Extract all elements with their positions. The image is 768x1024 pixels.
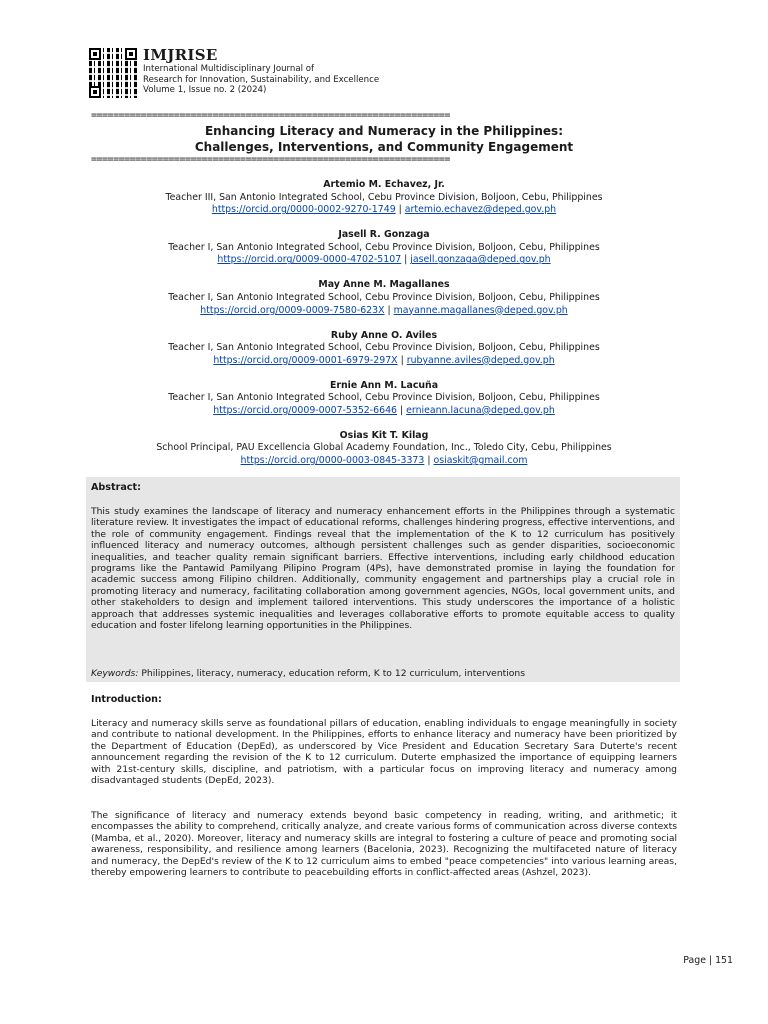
separator: | bbox=[401, 254, 411, 266]
author-block bbox=[0, 380, 768, 418]
introduction-heading: Introduction: bbox=[91, 694, 162, 705]
email-link[interactable]: osiaskit@gmail.com bbox=[433, 455, 528, 467]
author-name: Artemio M. Echavez, Jr. bbox=[323, 179, 445, 190]
orcid-link[interactable]: https://orcid.org/0000-0002-9270-1749 bbox=[211, 204, 396, 216]
orcid-link[interactable]: https://orcid.org/0009-0007-5352-6646 bbox=[213, 404, 398, 416]
title-rule-bottom: ================================================================= bbox=[91, 155, 450, 165]
author-block bbox=[0, 279, 768, 317]
orcid-link[interactable]: https://orcid.org/0000-0003-0845-3373 bbox=[240, 455, 425, 467]
journal-line-2: Research for Innovation, Sustainability, and Excellence bbox=[143, 74, 380, 85]
journal-info bbox=[143, 47, 379, 96]
orcid-link[interactable]: https://orcid.org/0009-0009-7580-623X bbox=[200, 304, 385, 316]
email-link[interactable]: mayanne.magallanes@deped.gov.ph bbox=[393, 304, 568, 316]
separator: | bbox=[424, 455, 434, 467]
email-link[interactable]: ernieann.lacuna@deped.gov.ph bbox=[406, 404, 555, 416]
separator: | bbox=[397, 354, 407, 366]
paper-title bbox=[0, 123, 768, 155]
orcid-link[interactable]: https://orcid.org/0009-0000-4702-5107 bbox=[217, 254, 402, 266]
paper-title-line-2: Challenges, Interventions, and Community Engagement bbox=[194, 140, 574, 154]
orcid-link[interactable]: https://orcid.org/0009-0001-6979-297X bbox=[213, 354, 398, 366]
abstract-heading: Abstract: bbox=[91, 482, 141, 493]
author-affiliation: Teacher III, San Antonio Integrated School, Cebu Province Division, Boljoon, Cebu, Philippines bbox=[165, 191, 603, 203]
journal-line-1: International Multidisciplinary Journal of bbox=[143, 64, 315, 74]
title-rule-top: ================================================================= bbox=[91, 111, 450, 121]
email-link[interactable]: jasell.gonzaga@deped.gov.ph bbox=[410, 254, 551, 266]
email-link[interactable]: artemio.echavez@deped.gov.ph bbox=[404, 204, 557, 216]
author-name: Ruby Anne O. Aviles bbox=[330, 329, 438, 341]
author-affiliation: Teacher I, San Antonio Integrated School, Cebu Province Division, Boljoon, Cebu, Philippines bbox=[168, 241, 600, 253]
separator: | bbox=[384, 304, 394, 316]
journal-header bbox=[89, 47, 379, 98]
author-block bbox=[0, 229, 768, 267]
author-name: May Anne M. Magallanes bbox=[318, 279, 450, 291]
introduction-paragraph-2: The significance of literacy and numeracy extends beyond basic competency in reading, writing, and arithmetic; it encompasses the ability to comprehend, critically analyze, and create various forms of communication across diverse contexts (Mamba, et al., 2020). Moreover, literacy and numeracy skills are integral to fostering a culture of peace and promoting social awareness, responsibility, and resilience among learners (Bacelonia, 2023). Recognizing the multifaceted nature of literacy and numeracy, the DepEd's review of the K to 12 curriculum aims to embed "peace competencies" into various learning areas, thereby empowering learners to contribute to peacebuilding efforts in conflict-affected areas (Ashzel, 2023). bbox=[91, 810, 677, 879]
journal-name: IMJRISE bbox=[143, 46, 218, 64]
author-affiliation: School Principal, PAU Excellencia Global Academy Foundation, Inc., Toledo City, Cebu, Philippines bbox=[156, 442, 612, 454]
author-name: Osias Kit T. Kilag bbox=[339, 429, 429, 441]
author-affiliation: Teacher I, San Antonio Integrated School, Cebu Province Division, Boljoon, Cebu, Philippines bbox=[168, 291, 600, 303]
author-name: Jasell R. Gonzaga bbox=[338, 229, 430, 241]
author-affiliation: Teacher I, San Antonio Integrated School, Cebu Province Division, Boljoon, Cebu, Philippines bbox=[168, 392, 600, 404]
author-name: Ernie Ann M. Lacuña bbox=[329, 379, 439, 391]
author-block bbox=[0, 330, 768, 368]
introduction-paragraph-1: Literacy and numeracy skills serve as foundational pillars of education, enabling individuals to engage meaningfully in society and contribute to national development. In the Philippines, efforts to enhance literacy and numeracy have been prioritized by the Department of Education (DepEd), as underscored by Vice President and Education Secretary Sara Duterte's recent announcement regarding the revision of the K to 12 curriculum. Duterte emphasized the importance of equipping learners with 21st-century skills, discipline, and patriotism, with a particular focus on improving literacy and numeracy among disadvantaged students (DepEd, 2023). bbox=[91, 718, 677, 787]
author-affiliation: Teacher I, San Antonio Integrated School, Cebu Province Division, Boljoon, Cebu, Philippines bbox=[168, 342, 600, 354]
keywords-label: Keywords: bbox=[91, 668, 139, 679]
author-block bbox=[0, 179, 768, 217]
separator: | bbox=[397, 404, 407, 416]
author-block bbox=[0, 430, 768, 468]
abstract-section bbox=[86, 477, 680, 682]
paper-title-line-1: Enhancing Literacy and Numeracy in the Philippines: bbox=[204, 124, 563, 138]
qr-code-icon bbox=[89, 48, 137, 98]
keywords-list: Philippines, literacy, numeracy, education reform, K to 12 curriculum, interventions bbox=[138, 668, 526, 679]
keywords-line bbox=[91, 668, 525, 679]
journal-volume: Volume 1, Issue no. 2 (2024) bbox=[143, 85, 267, 95]
email-link[interactable]: rubyanne.aviles@deped.gov.ph bbox=[406, 354, 555, 366]
author-list bbox=[0, 179, 768, 480]
abstract-text: This study examines the landscape of literacy and numeracy enhancement efforts in the Philippines through a systematic literature review. It investigates the impact of educational reforms, challenges hindering progress, effective interventions, and the role of community engagement. Findings reveal that the implementation of the K to 12 curriculum has positively influenced literacy and numeracy outcomes, although persistent challenges such as gender disparities, socioeconomic inequalities, and teacher quality remain significant barriers. Effective interventions, including early childhood education programs like the Pantawid Pamilyang Pilipino Program (4Ps), have demonstrated promise in laying the foundation for academic success among Filipino children. Additionally, community engagement and partnerships play a crucial role in promoting literacy and numeracy, facilitating collaboration among government agencies, NGOs, local government units, and other stakeholders to design and implement tailored interventions. This study underscores the importance of a holistic approach that addresses systemic inequalities and leverages collaborative efforts to promote equitable access to quality education and foster lifelong learning opportunities in the Philippines. bbox=[91, 506, 675, 632]
separator: | bbox=[395, 204, 405, 216]
page-number: Page | 151 bbox=[683, 955, 733, 966]
